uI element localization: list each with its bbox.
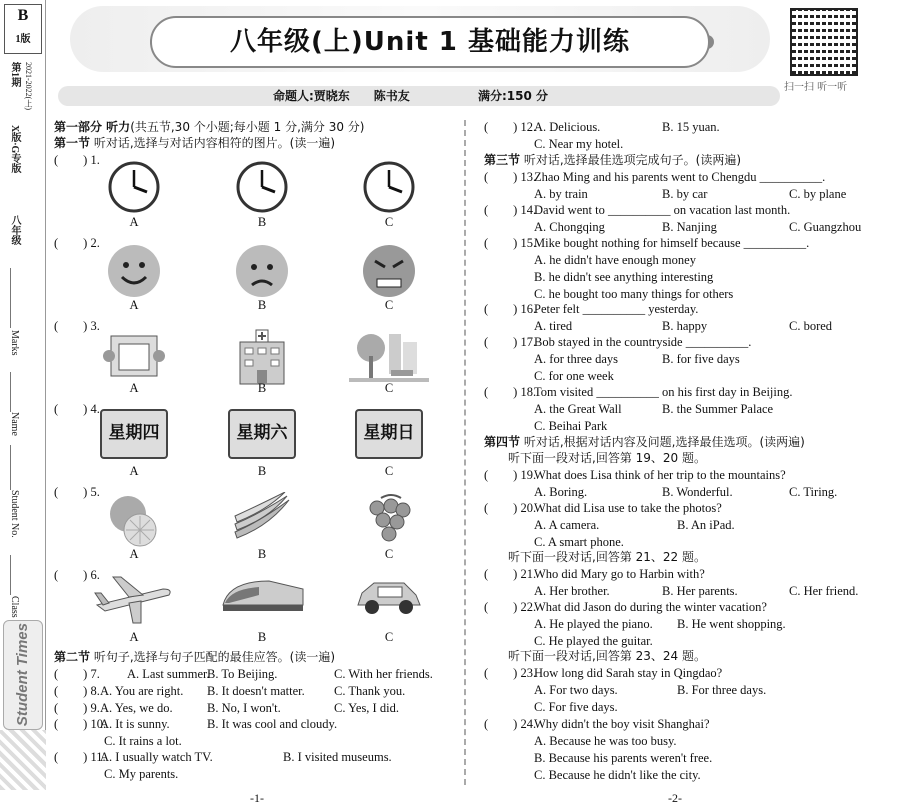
choice-label: C xyxy=(384,298,394,312)
sec3-heading-note: 听对话,选择最佳选项完成句子。(读两遍) xyxy=(523,153,742,167)
question-12[interactable]: ( ) 12. xyxy=(484,120,537,134)
banana-icon[interactable] xyxy=(229,492,295,546)
choice-label: A xyxy=(129,464,139,478)
choice-label: C xyxy=(384,630,394,644)
choice-label: C xyxy=(384,381,394,395)
marks-label: Marks xyxy=(9,330,20,356)
question-text: David went to __________ on vacation last month. xyxy=(534,203,791,217)
option-b[interactable]: B. 15 yuan. xyxy=(662,120,720,134)
option-c[interactable]: C. Tiring. xyxy=(789,485,838,499)
press-label: X版·G专版 xyxy=(9,125,20,174)
option-c[interactable]: C. for one week xyxy=(534,369,614,383)
choice-label: A xyxy=(129,630,139,644)
grade-label: 八年级 xyxy=(9,215,20,245)
sec1-title: 第一节 xyxy=(54,136,91,150)
question-text: How long did Sarah stay in Qingdao? xyxy=(534,666,723,680)
question-text: Peter felt __________ yesterday. xyxy=(534,302,699,316)
option-a[interactable]: A. tired xyxy=(534,319,573,333)
part1-title: 第一部分 听力 xyxy=(54,120,131,134)
choice-label: A xyxy=(129,215,139,229)
option-a[interactable]: A. Last summer. xyxy=(127,667,210,681)
choice-label: B xyxy=(257,298,267,312)
choice-label: B xyxy=(257,381,267,395)
part1-note: (共五节,30 个小题;每小题 1 分,满分 30 分) xyxy=(130,120,365,134)
option-c[interactable]: C. by plane xyxy=(789,187,847,201)
question-text: What did Jason do during the winter vacation? xyxy=(534,600,767,614)
question-7 xyxy=(54,666,100,682)
option-b[interactable]: B. the Summer Palace xyxy=(662,402,774,416)
sec1-heading xyxy=(54,135,335,151)
option-b[interactable]: B. happy xyxy=(662,319,708,333)
option-a[interactable]: A. by train xyxy=(534,187,588,201)
edition-letter: B xyxy=(17,7,29,24)
option-a[interactable]: A. He played the piano. xyxy=(534,617,653,631)
option-b[interactable]: B. I visited museums. xyxy=(283,750,392,764)
option-c[interactable]: C. bored xyxy=(789,319,833,333)
edition-sub: 1版 xyxy=(15,34,31,45)
option-a[interactable]: A. for three days xyxy=(534,352,618,366)
option-b[interactable]: B. Because his parents weren't free. xyxy=(534,751,713,765)
year-label: 2021-2022(上) xyxy=(24,62,33,110)
question-9 xyxy=(54,700,100,716)
sec4-heading-note: 听对话,根据对话内容及问题,选择最佳选项。(读两遍) xyxy=(523,435,805,449)
question-1[interactable]: ( ) 1. xyxy=(54,153,100,167)
sad-face-icon[interactable] xyxy=(234,243,290,303)
question-16[interactable]: ( ) 16. xyxy=(484,302,537,316)
option-c[interactable]: C. Beihai Park xyxy=(534,419,608,433)
choice-label: B xyxy=(257,630,267,644)
option-c[interactable]: C. Because he didn't like the city. xyxy=(534,768,701,782)
column-divider xyxy=(464,120,466,785)
choice-label: A xyxy=(129,298,139,312)
clock-icon[interactable] xyxy=(362,160,416,218)
choice-label: B xyxy=(257,547,267,561)
option-b[interactable]: B. Nanjing xyxy=(662,220,717,234)
option-a[interactable]: A. It is sunny. xyxy=(100,717,170,731)
option-b[interactable]: B. For three days. xyxy=(677,683,767,697)
question-14[interactable]: ( ) 14. xyxy=(484,203,537,217)
clock-icon[interactable] xyxy=(235,160,289,218)
train-icon[interactable] xyxy=(219,575,305,619)
option-b[interactable]: B. To Beijing. xyxy=(207,667,278,681)
plane-icon[interactable] xyxy=(93,575,175,629)
question-20[interactable]: ( ) 20. xyxy=(484,501,537,515)
question-10 xyxy=(54,716,106,732)
divider-line xyxy=(10,555,11,595)
sec2-note: 听句子,选择与句子匹配的最佳应答。(读一遍) xyxy=(93,650,336,664)
grape-icon[interactable] xyxy=(361,492,417,552)
orange-icon[interactable] xyxy=(104,492,164,552)
page-number-right: -2- xyxy=(668,791,682,805)
sec2-heading xyxy=(54,649,335,665)
option-c[interactable]: C. It rains a lot. xyxy=(104,734,182,748)
sec1-note: 听对话,选择与对话内容相符的图片。(读一遍) xyxy=(93,136,336,150)
option-a[interactable]: A. Chongqing xyxy=(534,220,605,234)
option-c[interactable]: C. Guangzhou xyxy=(789,220,862,234)
option-a[interactable]: A. Boring. xyxy=(534,485,588,499)
question-19[interactable]: ( ) 19. xyxy=(484,468,537,482)
option-c[interactable]: C. He played the guitar. xyxy=(534,634,653,648)
option-a[interactable]: A. You are right. xyxy=(100,684,184,698)
option-b[interactable]: B. No, I won't. xyxy=(207,701,281,715)
calendar-card[interactable] xyxy=(228,409,296,459)
question-13[interactable]: ( ) 13. xyxy=(484,170,537,184)
question-text: Who did Mary go to Harbin with? xyxy=(534,567,705,581)
sec3-heading-title: 第三节 xyxy=(484,153,521,167)
option-c[interactable]: C. Her friend. xyxy=(789,584,859,598)
option-c[interactable]: C. Yes, I did. xyxy=(334,701,399,715)
smile-face-icon[interactable] xyxy=(106,243,162,303)
question-5[interactable]: ( ) 5. xyxy=(54,485,100,499)
divider-line xyxy=(10,372,11,412)
car-icon[interactable] xyxy=(354,575,424,623)
option-a[interactable]: A. he didn't have enough money xyxy=(534,253,696,267)
choice-label: A xyxy=(129,381,139,395)
option-a[interactable]: A. For two days. xyxy=(534,683,618,697)
choice-label: A xyxy=(129,547,139,561)
stripe-decoration xyxy=(0,730,46,790)
option-b[interactable]: B. It doesn't matter. xyxy=(207,684,305,698)
calendar-card[interactable] xyxy=(355,409,423,459)
question-11 xyxy=(54,749,106,765)
question-number[interactable]: ( ) 9. xyxy=(54,701,100,715)
question-22[interactable]: ( ) 22. xyxy=(484,600,537,614)
option-b[interactable]: B. He went shopping. xyxy=(677,617,786,631)
student-times-logo xyxy=(3,620,43,730)
question-17[interactable]: ( ) 17. xyxy=(484,335,537,349)
issue-label: 第1期 xyxy=(9,62,20,87)
option-b[interactable]: B. he didn't see anything interesting xyxy=(534,270,714,284)
option-c[interactable]: C. Thank you. xyxy=(334,684,406,698)
sec4-heading-title: 第四节 xyxy=(484,435,521,449)
question-number[interactable]: ( ) 7. xyxy=(54,667,100,681)
question-text: Bob stayed in the countryside __________. xyxy=(534,335,752,349)
option-a[interactable]: A. the Great Wall xyxy=(534,402,622,416)
sec4-heading xyxy=(484,434,805,450)
choice-label: C xyxy=(384,464,394,478)
option-b[interactable]: B. It was cool and cloudy. xyxy=(207,717,338,731)
author-bar xyxy=(58,86,780,106)
option-a[interactable]: A. Yes, we do. xyxy=(100,701,173,715)
option-c[interactable]: C. For five days. xyxy=(534,700,618,714)
divider-line xyxy=(10,268,11,328)
part1-heading xyxy=(54,119,364,135)
question-text: Tom visited __________ on his first day in Beijing. xyxy=(534,385,793,399)
author-label: 命题人:贾晓东 陈书友 xyxy=(273,89,410,103)
question-2[interactable]: ( ) 2. xyxy=(54,236,100,250)
question-text: Zhao Ming and his parents went to Chengdu __________. xyxy=(534,170,826,184)
calendar-text: 星期日 xyxy=(363,423,415,443)
choice-label: C xyxy=(384,547,394,561)
option-b[interactable]: B. by car xyxy=(662,187,708,201)
question-24[interactable]: ( ) 24. xyxy=(484,717,537,731)
sec3-heading xyxy=(484,152,741,168)
page-title: 八年级(上)Unit 1 基础能力训练 xyxy=(150,16,710,68)
sidebar xyxy=(0,0,46,790)
score-label: 满分:150 分 xyxy=(478,89,549,103)
clock-icon[interactable] xyxy=(107,160,161,218)
option-a[interactable]: A. Her brother. xyxy=(534,584,610,598)
calendar-card[interactable] xyxy=(100,409,168,459)
option-a[interactable]: A. I usually watch TV. xyxy=(100,750,213,764)
option-a[interactable]: A. Because he was too busy. xyxy=(534,734,677,748)
dialogue-lead: 听下面一段对话,回答第 19、20 题。 xyxy=(508,451,706,465)
option-a[interactable]: A. A camera. xyxy=(534,518,600,532)
option-c[interactable]: C. he bought too many things for others xyxy=(534,287,734,301)
choice-label: B xyxy=(257,215,267,229)
question-text: Why didn't the boy visit Shanghai? xyxy=(534,717,710,731)
option-a[interactable]: A. Delicious. xyxy=(534,120,601,134)
question-number[interactable]: ( ) 11. xyxy=(54,750,106,764)
question-6[interactable]: ( ) 6. xyxy=(54,568,100,582)
dialogue-lead: 听下面一段对话,回答第 23、24 题。 xyxy=(508,649,706,663)
option-c[interactable]: C. Near my hotel. xyxy=(534,137,624,151)
option-c[interactable]: C. With her friends. xyxy=(334,667,433,681)
calendar-text: 星期六 xyxy=(236,423,288,443)
question-3[interactable]: ( ) 3. xyxy=(54,319,100,333)
question-text: What did Lisa use to take the photos? xyxy=(534,501,722,515)
qr-caption: 扫一扫 听一听 xyxy=(784,82,848,93)
question-8 xyxy=(54,683,100,699)
sec2-title: 第二节 xyxy=(54,650,91,664)
dialogue-lead: 听下面一段对话,回答第 21、22 题。 xyxy=(508,550,706,564)
option-b[interactable]: B. Wonderful. xyxy=(662,485,733,499)
question-number[interactable]: ( ) 10. xyxy=(54,717,107,731)
question-4[interactable]: ( ) 4. xyxy=(54,402,100,416)
choice-label: B xyxy=(257,464,267,478)
question-text: What does Lisa think of her trip to the mountains? xyxy=(534,468,786,482)
student-no-label: Student No. xyxy=(9,490,20,538)
question-23[interactable]: ( ) 23. xyxy=(484,666,537,680)
name-label: Name xyxy=(9,412,20,436)
question-number[interactable]: ( ) 8. xyxy=(54,684,100,698)
edition-badge xyxy=(4,4,42,54)
divider-line xyxy=(10,445,11,490)
class-label: Class xyxy=(9,596,20,618)
choice-label: C xyxy=(384,215,394,229)
angry-face-icon[interactable] xyxy=(361,243,417,303)
page-number-left: -1- xyxy=(250,791,264,805)
calendar-text: 星期四 xyxy=(108,423,160,443)
option-b[interactable]: B. An iPad. xyxy=(677,518,735,532)
option-c[interactable]: C. A smart phone. xyxy=(534,535,624,549)
option-b[interactable]: B. for five days xyxy=(662,352,740,366)
question-15[interactable]: ( ) 15. xyxy=(484,236,537,250)
qr-code-icon[interactable] xyxy=(790,8,858,76)
question-21[interactable]: ( ) 21. xyxy=(484,567,537,581)
option-b[interactable]: B. Her parents. xyxy=(662,584,738,598)
question-18[interactable]: ( ) 18. xyxy=(484,385,537,399)
question-text: Mike bought nothing for himself because __________. xyxy=(534,236,810,250)
logo-text: Student Times xyxy=(14,623,31,727)
option-c[interactable]: C. My parents. xyxy=(104,767,179,781)
